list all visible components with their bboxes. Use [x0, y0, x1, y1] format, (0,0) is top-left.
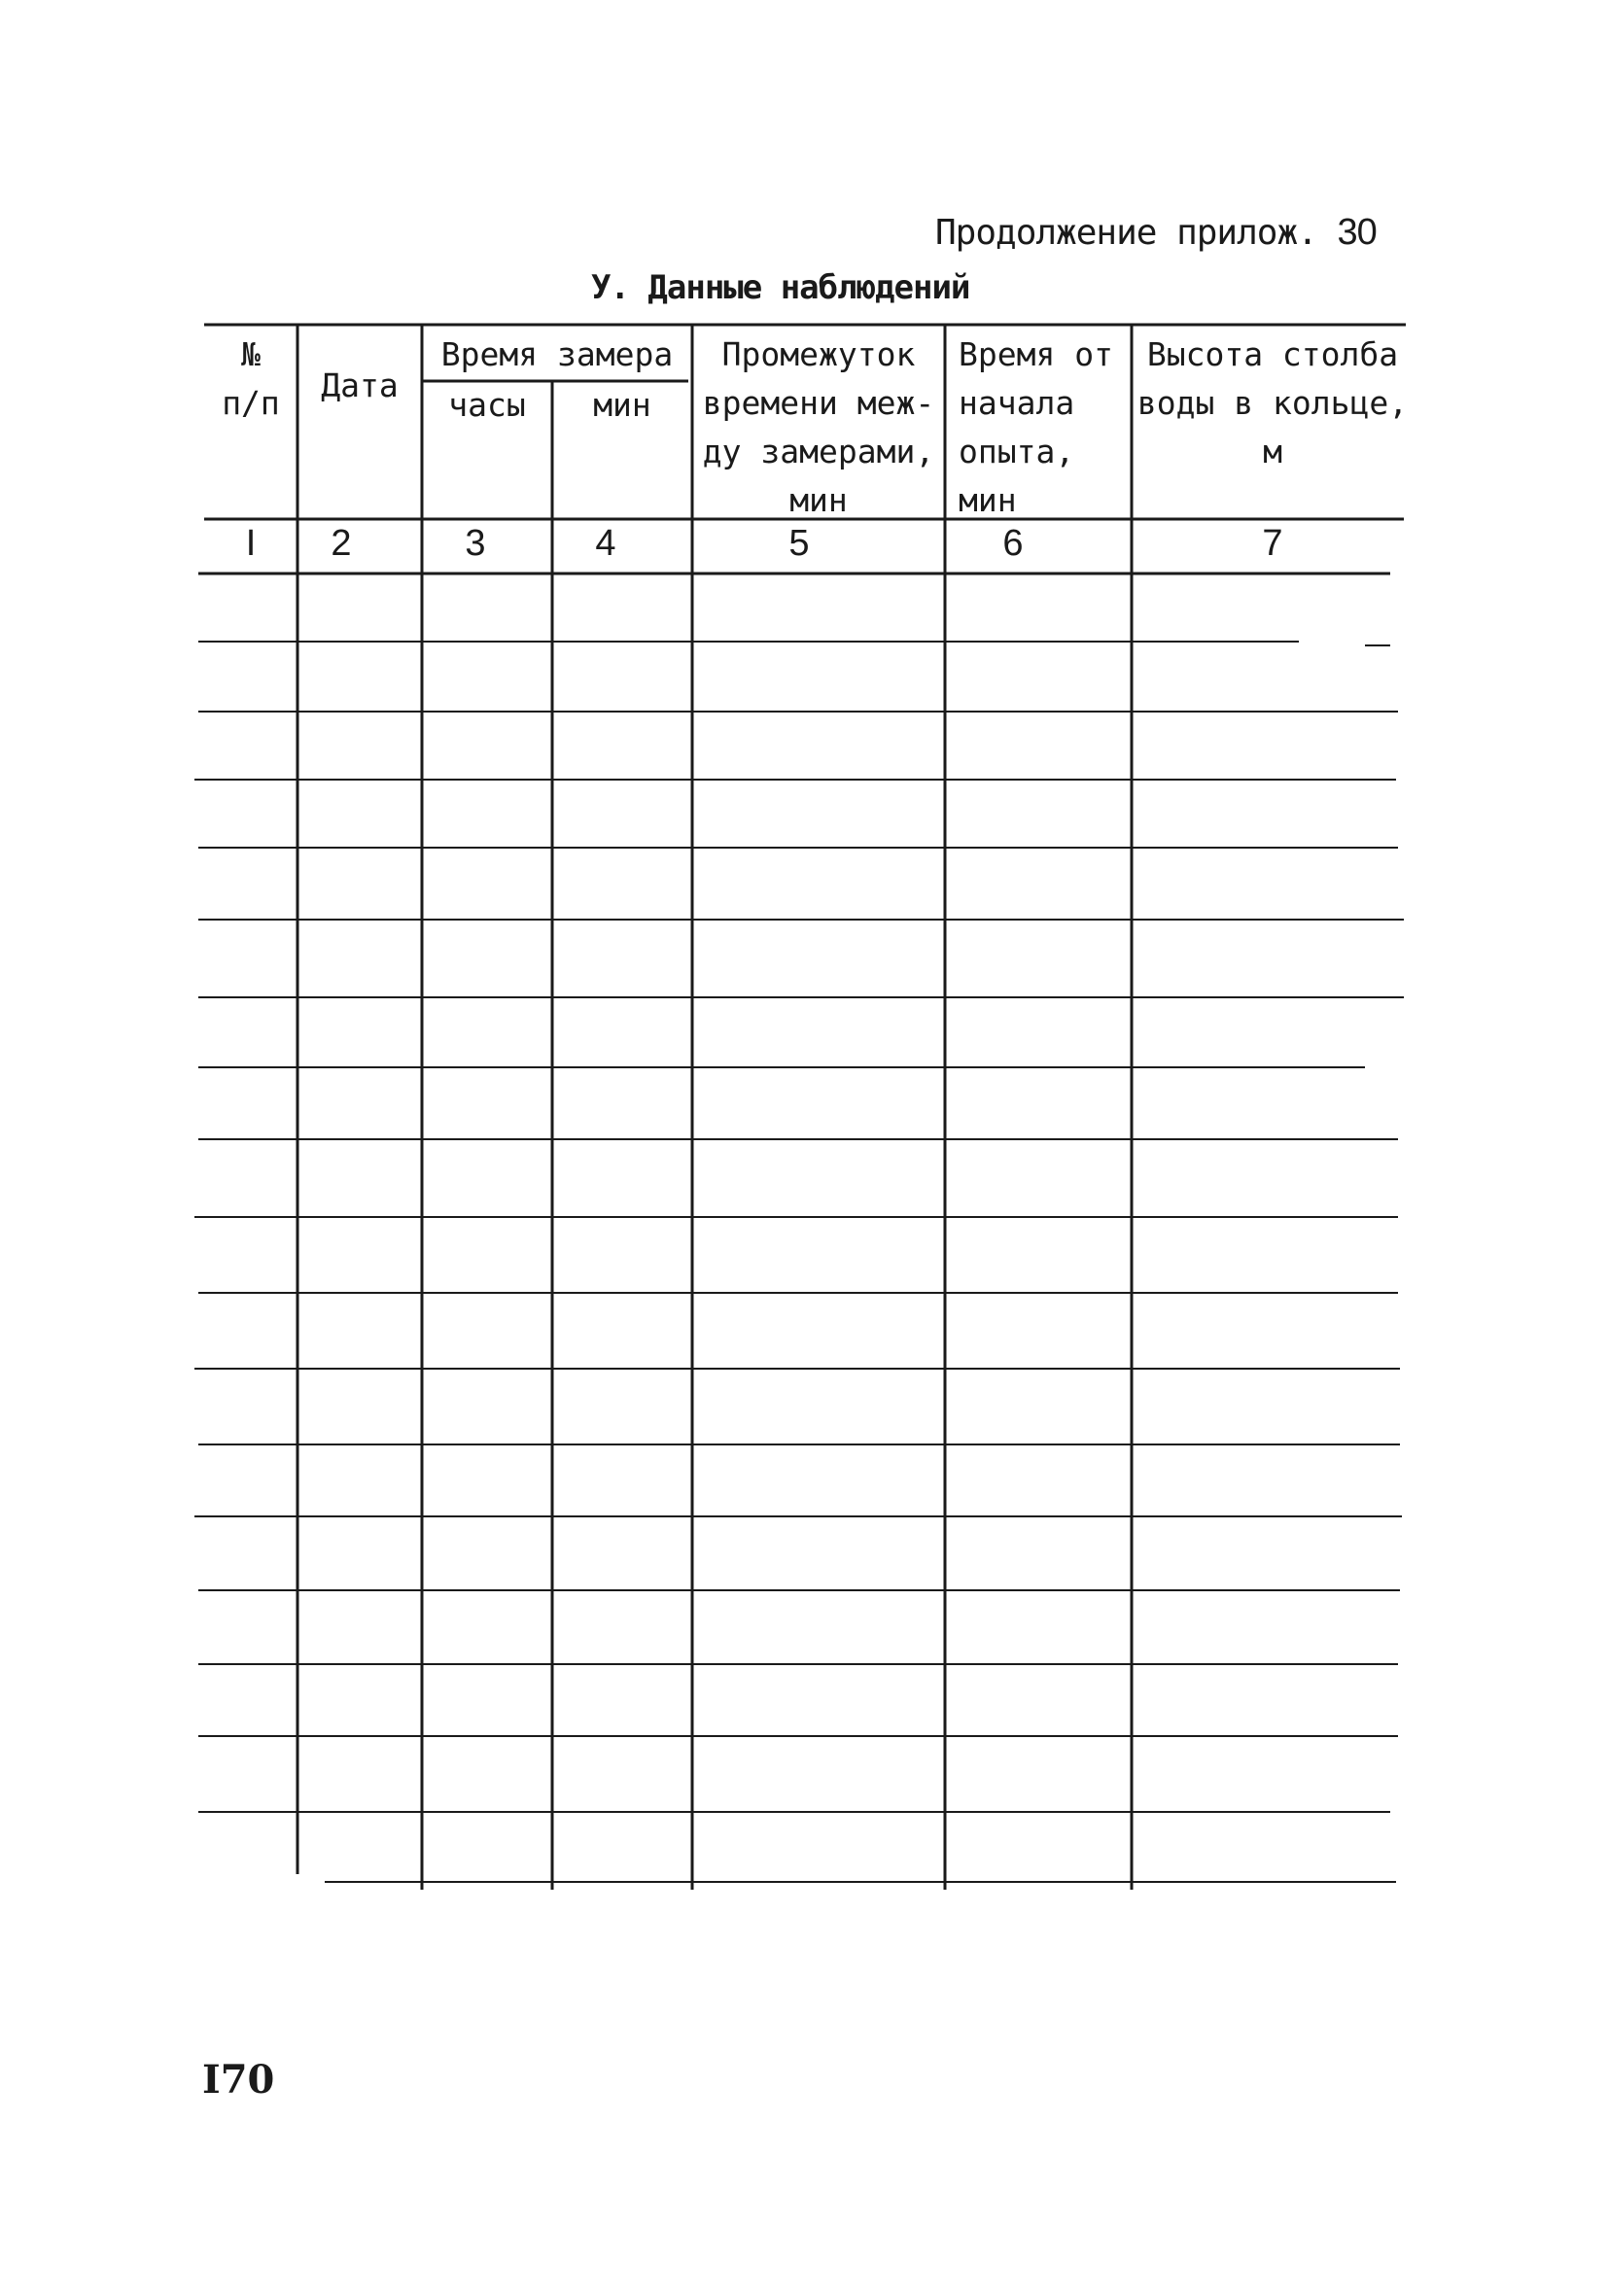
column-number-2: 2: [331, 523, 352, 564]
column-number-1: I: [245, 523, 257, 564]
header-interval: Промежуток времени меж- ду замерами, мин: [702, 335, 935, 519]
header-date: Дата: [321, 366, 399, 404]
section-title: У. Данные наблюдений: [591, 268, 970, 307]
continuation-label: Продолжение прилож.: [935, 213, 1317, 253]
appendix-number: 30: [1337, 212, 1377, 253]
column-number-6: 6: [1002, 523, 1024, 564]
header-hours: часы: [448, 386, 526, 424]
column-number-5: 5: [788, 523, 810, 564]
header-elapsed: Время от начала опыта, мин: [959, 335, 1113, 519]
header-number: № п/п: [222, 335, 280, 422]
header-height: Высота столба воды в кольце, м: [1136, 335, 1409, 470]
page-number: I70: [202, 2057, 275, 2103]
row-lines: [194, 642, 1404, 1882]
column-number-3: 3: [465, 523, 486, 564]
column-number-4: 4: [595, 523, 616, 564]
header-time-group: Время замера: [440, 335, 674, 373]
header-minutes: мин: [593, 386, 651, 424]
column-number-7: 7: [1262, 523, 1283, 564]
